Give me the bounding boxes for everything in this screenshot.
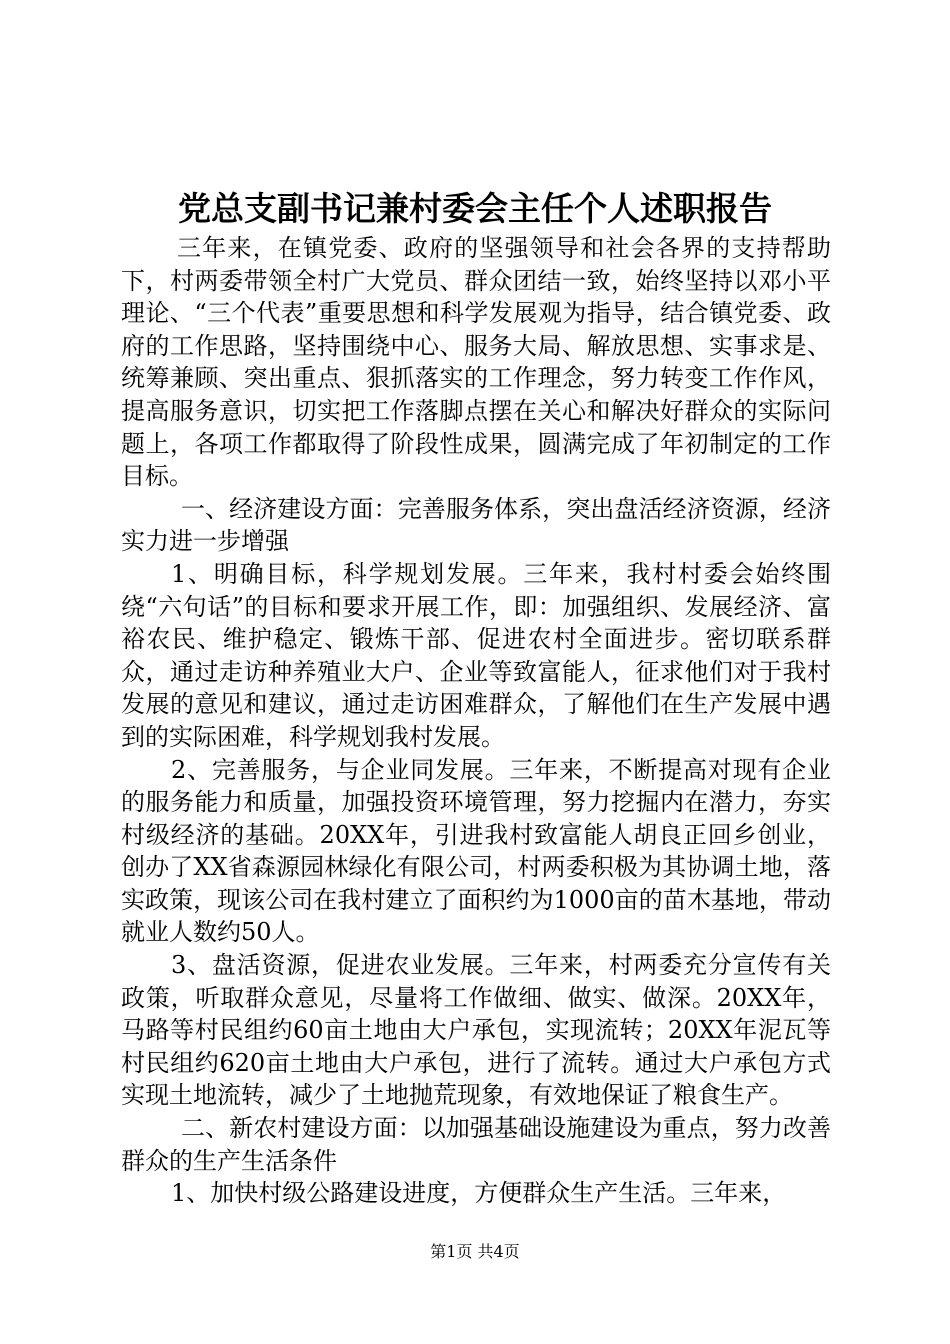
document-title: 党总支副书记兼村委会主任个人述职报告 — [178, 189, 772, 228]
section-heading-rural: 二、新农村建设方面：以加强基础设施建设为重点，努力改善群众的生产生活条件 — [121, 1114, 831, 1175]
paragraph-economy-3: 3、盘活资源，促进农业发展。三年来，村两委充分宣传有关政策，听取群众意见，尽量将工作做细、做实、做深。20XX年，马路等村民组约60亩土地由大户承包，实现流转；20XX年泥瓦等村民组约620亩土地由大户承包，进行了流转。通过大户承包方式实现土地流转，减少了土地抛荒现象，有效地保证了粮食生产。 — [121, 951, 831, 1110]
document-body — [121, 232, 831, 1210]
paragraph-rural-1: 1、加快村级公路建设进度，方便群众生产生活。三年来， — [171, 1179, 787, 1208]
page-footer: 第1页 共4页 — [430, 1242, 520, 1261]
paragraph-intro: 三年来，在镇党委、政府的坚强领导和社会各界的支持帮助下，村两委带领全村广大党员、群众团结一致，始终坚持以邓小平理论、“三个代表”重要思想和科学发展观为指导，结合镇党委、政府的工作思路，坚持围绕中心、服务大局、解放思想、实事求是、统筹兼顾、突出重点、狠抓落实的工作理念，努力转变工作作风，提高服务意识，切实把工作落脚点摆在关心和解决好群众的实际问题上，各项工作都取得了阶段性成果，圆满完成了年初制定的工作目标。 — [121, 234, 831, 491]
section-heading-economy: 一、经济建设方面：完善服务体系，突出盘活经济资源，经济实力进一步增强 — [121, 494, 831, 556]
paragraph-economy-1: 1、明确目标，科学规划发展。三年来，我村村委会始终围绕“六句话”的目标和要求开展工作，即：加强组织、发展经济、富裕农民、维护稳定、锻炼干部、促进农村全面进步。密切联系群众，通过走访种养殖业大户、企业等致富能人，征求他们对于我村发展的意见和建议，通过走访困难群众，了解他们在生产发展中遇到的实际困难，科学规划我村发展。 — [121, 559, 831, 751]
paragraph-economy-2: 2、完善服务，与企业同发展。三年来，不断提高对现有企业的服务能力和质量，加强投资环境管理，努力挖掘内在潜力，夯实村级经济的基础。20XX年，引进我村致富能人胡良正回乡创业，创办了XX省森源园林绿化有限公司，村两委积极为其协调土地，落实政策，现该公司在我村建立了面积约为1000亩的苗木基地，带动就业人数约50人。 — [121, 755, 831, 947]
